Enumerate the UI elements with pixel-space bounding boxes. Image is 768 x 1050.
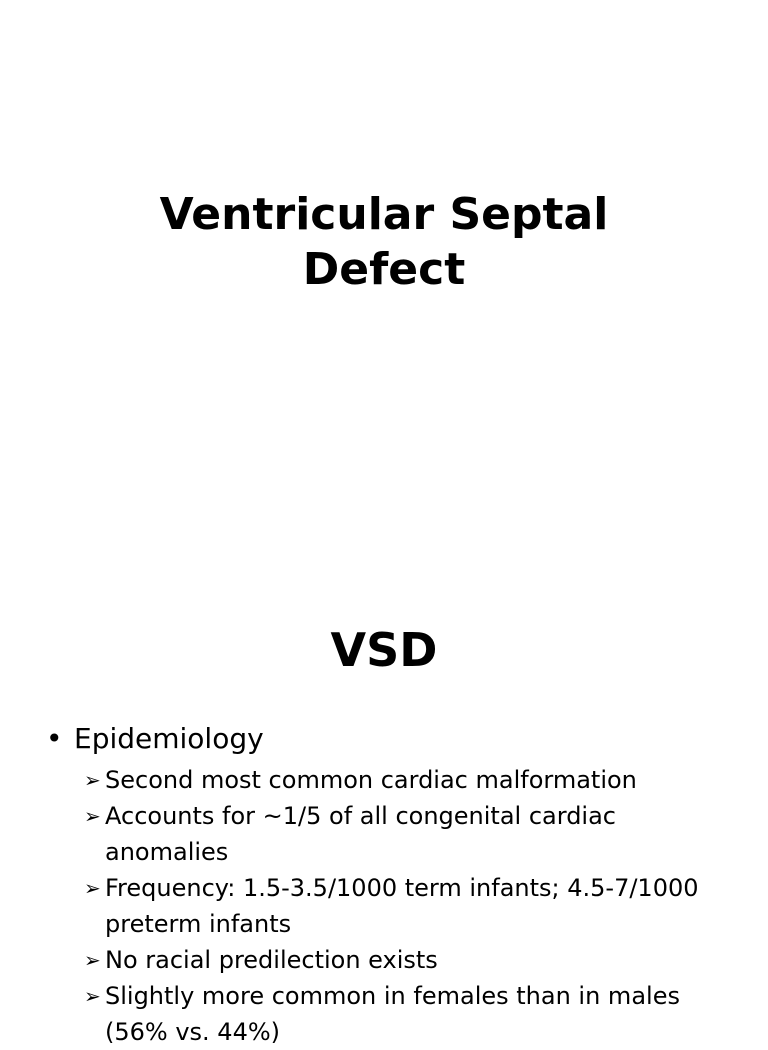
sub-bullet-text: No racial predilection exists [105,946,438,974]
slide-2 [0,576,768,1046]
sub-bullet-text: Second most common cardiac malformation [105,766,637,794]
bullet-icon: • [46,722,63,755]
sub-bullet-text: Accounts for ~1/5 of all congenital cardiac anomalies [105,802,616,866]
sub-bullet [84,798,724,870]
sub-bullet [84,942,724,978]
slide-title [0,187,768,297]
title-line-2: Defect [302,244,466,295]
bullet-epidemiology [46,720,264,758]
arrow-bullet-icon: ➢ [84,804,101,828]
sub-bullet [84,762,724,798]
slide-title: VSD [330,623,438,677]
sub-bullet [84,978,724,1050]
arrow-bullet-icon: ➢ [84,768,101,792]
arrow-bullet-icon: ➢ [84,984,101,1008]
sub-bullet-text: Slightly more common in females than in males (56% vs. 44%) [105,982,680,1046]
arrow-bullet-icon: ➢ [84,876,101,900]
bullet-text: Epidemiology [74,722,264,755]
sub-bullet [84,870,724,942]
arrow-bullet-icon: ➢ [84,948,101,972]
title-line-1: Ventricular Septal [159,189,609,240]
sub-bullet-list [84,762,724,1050]
sub-bullet-text: Frequency: 1.5-3.5/1000 term infants; 4.5-7/1000 preterm infants [105,874,699,938]
